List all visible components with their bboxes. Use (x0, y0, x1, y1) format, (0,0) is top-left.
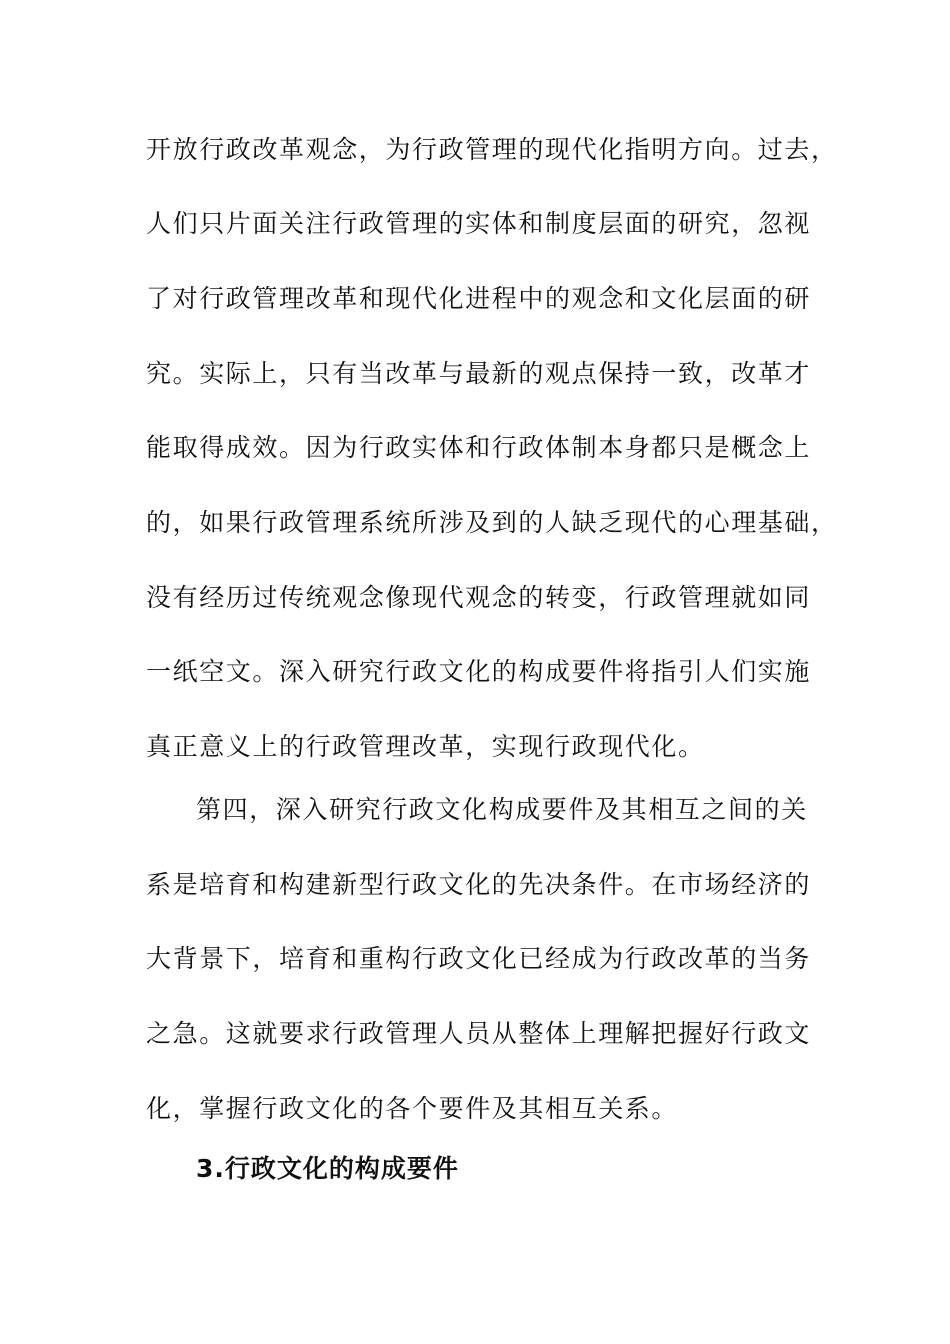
paragraph-line: 了对行政管理改革和现代化进程中的观念和文化层面的研 (146, 284, 812, 313)
paragraph-line: 没有经历过传统观念像现代观念的转变，行政管理就如同 (146, 583, 812, 612)
paragraph-line: 开放行政改革观念，为行政管理的现代化指明方向。过去， (146, 135, 838, 164)
paragraph-line: 真正意义上的行政管理改革，实现行政现代化。 (146, 732, 705, 761)
paragraph-line: 一纸空文。深入研究行政文化的构成要件将指引人们实施 (146, 657, 812, 686)
paragraph-line: 化，掌握行政文化的各个要件及其相互关系。 (146, 1094, 679, 1123)
paragraph-line: 之急。这就要求行政管理人员从整体上理解把握好行政文 (146, 1019, 812, 1048)
paragraph-line: 能取得成效。因为行政实体和行政体制本身都只是概念上 (146, 433, 812, 462)
paragraph-line: 系是培育和构建新型行政文化的先决条件。在市场经济的 (146, 870, 812, 899)
paragraph-line: 人们只片面关注行政管理的实体和制度层面的研究，忽视 (146, 209, 812, 238)
section-heading: 3.行政文化的构成要件 (196, 1154, 459, 1183)
paragraph-line: 的，如果行政管理系统所涉及到的人缺乏现代的心理基础， (146, 508, 838, 537)
paragraph-line: 第四，深入研究行政文化构成要件及其相互之间的关 (196, 795, 808, 824)
paragraph-line: 究。实际上，只有当改革与最新的观点保持一致，改革才 (146, 359, 812, 388)
paragraph-line: 大背景下，培育和重构行政文化已经成为行政改革的当务 (146, 944, 812, 973)
